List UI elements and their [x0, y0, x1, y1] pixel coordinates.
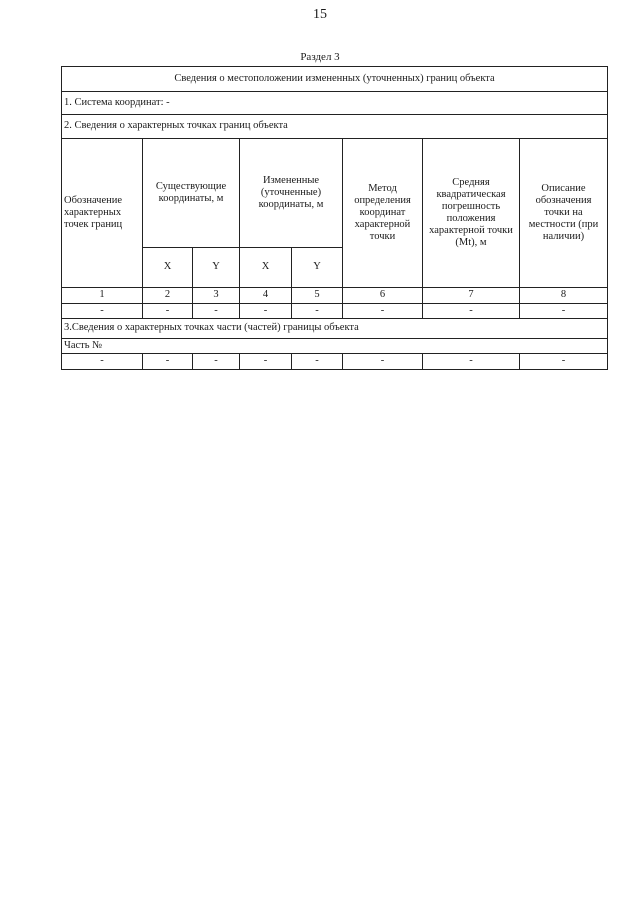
column-numbers-row: [62, 288, 608, 304]
table-cell: -: [292, 354, 343, 370]
table-cell: -: [240, 304, 292, 319]
table-cell: -: [423, 354, 520, 370]
section3-title: 3.Сведения о характерных точках части (частей) границы объекта: [62, 319, 608, 339]
column-number: 8: [520, 288, 608, 304]
table-cell: -: [343, 354, 423, 370]
header-method: Метод определения координат характерной точки: [343, 139, 423, 288]
header-changed-x: X: [240, 248, 292, 288]
table-cell: -: [423, 304, 520, 319]
header-changed-coords: Измененные (уточненные) координаты, м: [240, 139, 343, 248]
page-number: 15: [313, 7, 327, 22]
table-cell: -: [343, 304, 423, 319]
header-description: Описание обозначения точки на местности (при наличии): [520, 139, 608, 288]
table-cell: -: [62, 354, 143, 370]
table-cell: -: [193, 354, 240, 370]
table-cell: -: [520, 304, 608, 319]
column-number: 4: [240, 288, 292, 304]
column-number: 1: [62, 288, 143, 304]
column-number: 6: [343, 288, 423, 304]
boundary-points-table: [61, 66, 608, 370]
table-cell: -: [143, 354, 193, 370]
column-number: 3: [193, 288, 240, 304]
section-label: Раздел 3: [300, 51, 340, 63]
section2-title: 2. Сведения о характерных точках границ объекта: [62, 115, 608, 139]
header-accuracy: Средняя квадратическая погрешность положения характерной точки (Mt), м: [423, 139, 520, 288]
coordinate-system-row: 1. Система координат: -: [62, 92, 608, 115]
header-existing-y: Y: [193, 248, 240, 288]
table-cell: -: [240, 354, 292, 370]
table-cell: -: [143, 304, 193, 319]
table-title: Сведения о местоположении измененных (уточненных) границ объекта: [62, 67, 608, 92]
header-existing-coords: Существующие координаты, м: [143, 139, 240, 248]
table-row: [62, 304, 608, 319]
column-number: 2: [143, 288, 193, 304]
column-number: 7: [423, 288, 520, 304]
part-label: Часть №: [62, 339, 608, 354]
header-changed-y: Y: [292, 248, 343, 288]
table-cell: -: [62, 304, 143, 319]
header-designation: Обозначение характерных точек границ: [62, 139, 143, 288]
table-cell: -: [292, 304, 343, 319]
header-existing-x: X: [143, 248, 193, 288]
table-row: [62, 354, 608, 370]
table-cell: -: [520, 354, 608, 370]
column-number: 5: [292, 288, 343, 304]
table-cell: -: [193, 304, 240, 319]
